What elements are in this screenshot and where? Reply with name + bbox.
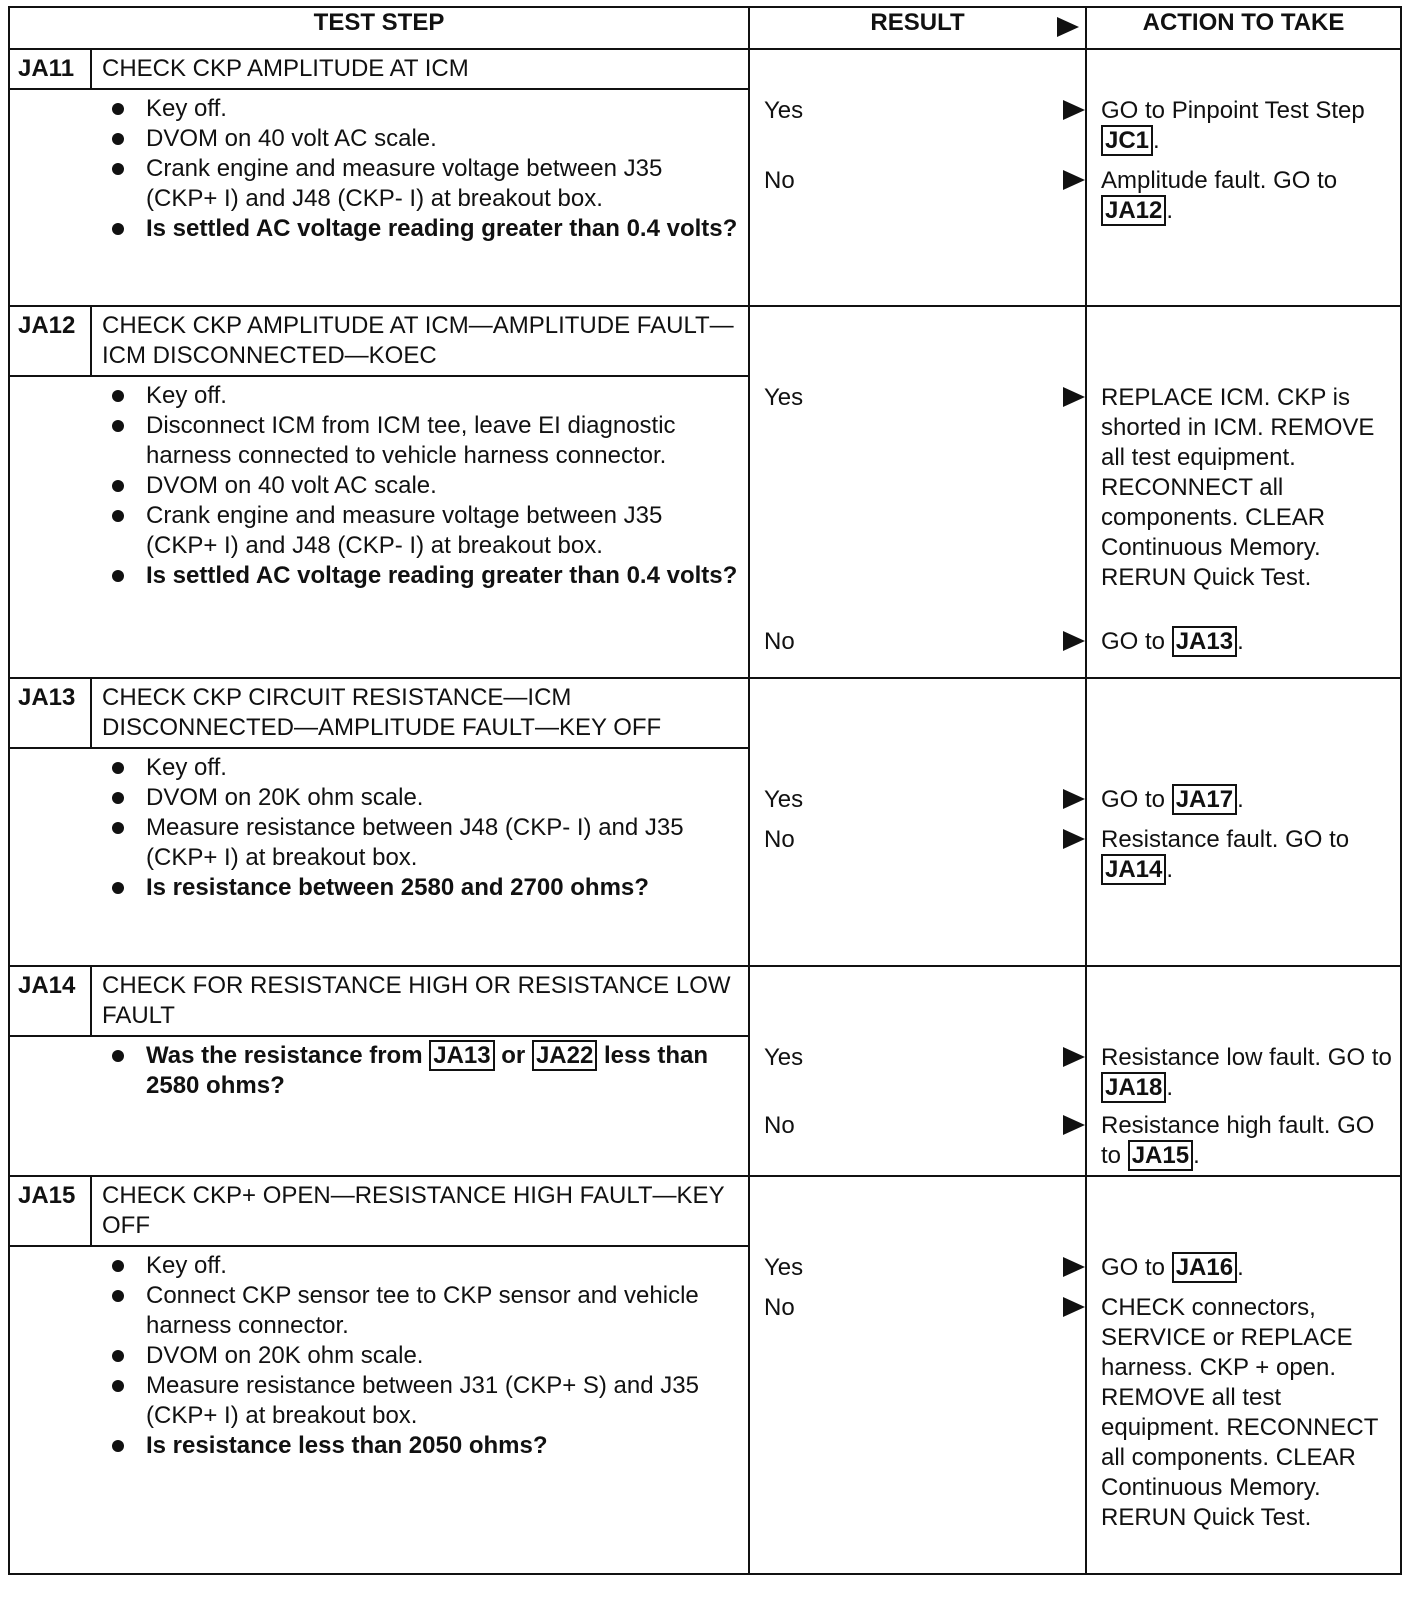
header-test-step: TEST STEP xyxy=(9,7,749,49)
arrow-right-icon xyxy=(1063,100,1085,120)
action-cell xyxy=(1086,1176,1401,1574)
step-bullet: Key off. xyxy=(108,94,738,124)
arrow-right-icon xyxy=(1063,829,1085,849)
result-label: No xyxy=(764,826,795,853)
step-bullet: DVOM on 40 volt AC scale. xyxy=(108,471,738,501)
result-label: Yes xyxy=(764,97,804,124)
action-cell xyxy=(1086,306,1401,678)
action-text: GO to JA13 . xyxy=(1101,628,1244,655)
result-no xyxy=(764,825,1085,855)
result-label: Yes xyxy=(764,786,804,813)
step-reference[interactable]: JA13 xyxy=(1172,626,1237,657)
step-body xyxy=(10,377,748,595)
step-id: JA12 xyxy=(10,307,92,375)
result-cell xyxy=(749,306,1086,678)
step-id: JA11 xyxy=(10,50,92,88)
step-row-ja13 xyxy=(9,678,1401,966)
step-reference[interactable]: JA16 xyxy=(1172,1252,1237,1283)
step-cell xyxy=(9,678,749,966)
action-text: Amplitude fault. GO to JA12 . xyxy=(1101,167,1338,224)
step-bullet: DVOM on 20K ohm scale. xyxy=(108,783,738,813)
step-head xyxy=(10,50,748,90)
step-body xyxy=(10,749,748,907)
arrow-right-icon xyxy=(1063,387,1085,407)
result-label: Yes xyxy=(764,1044,804,1071)
result-yes xyxy=(764,1043,1085,1073)
step-row-ja14 xyxy=(9,966,1401,1176)
action-cell xyxy=(1086,966,1401,1176)
action-text: REPLACE ICM. CKP is shorted in ICM. REMOVE all test equipment. RECONNECT all components. CLEAR Continuous Memory. RERUN Quick Test. xyxy=(1101,384,1375,591)
result-no xyxy=(764,1111,1085,1141)
result-label: No xyxy=(764,1112,795,1139)
step-question: Is settled AC voltage reading greater than 0.4 volts? xyxy=(108,214,738,244)
header-result xyxy=(749,7,1086,49)
step-id: JA13 xyxy=(10,679,92,747)
step-bullet: Measure resistance between J31 (CKP+ S) and J35 (CKP+ I) at breakout box. xyxy=(108,1371,738,1431)
step-cell xyxy=(9,306,749,678)
action-cell xyxy=(1086,678,1401,966)
step-head xyxy=(10,307,748,377)
action-text: CHECK connectors, SERVICE or REPLACE harness. CKP + open. REMOVE all test equipment. RECONNECT all components. CLEAR Continuous Memory. RERUN Quick Test. xyxy=(1101,1294,1378,1531)
step-cell xyxy=(9,966,749,1176)
step-bullet: Crank engine and measure voltage between J35 (CKP+ I) and J48 (CKP- I) at breakout box. xyxy=(108,154,738,214)
step-id: JA14 xyxy=(10,967,92,1035)
step-title: CHECK CKP+ OPEN—RESISTANCE HIGH FAULT—KEY OFF xyxy=(102,1182,725,1239)
arrow-right-icon xyxy=(1063,170,1085,190)
table-header-row xyxy=(9,7,1401,49)
step-title: CHECK FOR RESISTANCE HIGH OR RESISTANCE LOW FAULT xyxy=(102,972,731,1029)
step-reference[interactable]: JA13 xyxy=(429,1040,494,1071)
step-reference[interactable]: JA12 xyxy=(1101,195,1166,226)
result-yes xyxy=(764,785,1085,815)
action-text: Resistance fault. GO to JA14 . xyxy=(1101,826,1350,883)
arrow-right-icon xyxy=(1063,1297,1085,1317)
action-text: Resistance low fault. GO to JA18 . xyxy=(1101,1044,1392,1101)
action-text: GO to JA17 . xyxy=(1101,786,1244,813)
arrow-right-icon xyxy=(1057,17,1079,37)
result-label: No xyxy=(764,628,795,655)
result-no xyxy=(764,1293,1085,1323)
step-bullet: Disconnect ICM from ICM tee, leave EI diagnostic harness connected to vehicle harness connector. xyxy=(108,411,738,471)
step-bullet: DVOM on 20K ohm scale. xyxy=(108,1341,738,1371)
step-row-ja15 xyxy=(9,1176,1401,1574)
result-cell xyxy=(749,678,1086,966)
action-text: Resistance high fault. GO to JA15 . xyxy=(1101,1112,1375,1169)
result-cell xyxy=(749,966,1086,1176)
result-label: Yes xyxy=(764,384,804,411)
result-yes xyxy=(764,96,1085,126)
diagnostic-test-table xyxy=(8,6,1402,1575)
step-id: JA15 xyxy=(10,1177,92,1245)
step-title: CHECK CKP AMPLITUDE AT ICM—AMPLITUDE FAULT—ICM DISCONNECTED—KOEC xyxy=(102,312,734,369)
result-cell xyxy=(749,1176,1086,1574)
step-reference[interactable]: JC1 xyxy=(1101,125,1153,156)
step-reference[interactable]: JA17 xyxy=(1172,784,1237,815)
header-action: ACTION TO TAKE xyxy=(1086,7,1401,49)
step-question: Was the resistance from JA13 or JA22 less than 2580 ohms? xyxy=(108,1041,738,1101)
step-bullet: Connect CKP sensor tee to CKP sensor and vehicle harness connector. xyxy=(108,1281,738,1341)
step-head xyxy=(10,1177,748,1247)
action-cell xyxy=(1086,49,1401,306)
step-question: Is settled AC voltage reading greater than 0.4 volts? xyxy=(108,561,738,591)
result-no xyxy=(764,166,1085,196)
step-reference[interactable]: JA22 xyxy=(532,1040,597,1071)
step-row-ja12 xyxy=(9,306,1401,678)
step-head xyxy=(10,967,748,1037)
step-cell xyxy=(9,1176,749,1574)
result-label: No xyxy=(764,167,795,194)
result-yes xyxy=(764,383,1085,413)
step-bullet: Measure resistance between J48 (CKP- I) and J35 (CKP+ I) at breakout box. xyxy=(108,813,738,873)
step-title: CHECK CKP CIRCUIT RESISTANCE—ICM DISCONNECTED—AMPLITUDE FAULT—KEY OFF xyxy=(102,684,662,741)
step-bullet: Key off. xyxy=(108,1251,738,1281)
step-reference[interactable]: JA14 xyxy=(1101,854,1166,885)
arrow-right-icon xyxy=(1063,1115,1085,1135)
step-question: Is resistance less than 2050 ohms? xyxy=(108,1431,738,1461)
step-body xyxy=(10,1037,748,1105)
arrow-right-icon xyxy=(1063,1047,1085,1067)
arrow-right-icon xyxy=(1063,1257,1085,1277)
step-body xyxy=(10,1247,748,1465)
step-head xyxy=(10,679,748,749)
action-text: GO to JA16 . xyxy=(1101,1254,1244,1281)
step-question: Is resistance between 2580 and 2700 ohms? xyxy=(108,873,738,903)
step-bullet: Key off. xyxy=(108,381,738,411)
step-row-ja11 xyxy=(9,49,1401,306)
arrow-right-icon xyxy=(1063,789,1085,809)
result-cell xyxy=(749,49,1086,306)
header-result-label: RESULT xyxy=(870,9,965,36)
step-reference[interactable]: JA18 xyxy=(1101,1072,1166,1103)
result-no xyxy=(764,627,1085,657)
step-body xyxy=(10,90,748,248)
result-label: No xyxy=(764,1294,795,1321)
arrow-right-icon xyxy=(1063,631,1085,651)
action-text: GO to Pinpoint Test Step JC1 . xyxy=(1101,97,1365,154)
step-bullet: Crank engine and measure voltage between J35 (CKP+ I) and J48 (CKP- I) at breakout box. xyxy=(108,501,738,561)
step-bullet: DVOM on 40 volt AC scale. xyxy=(108,124,738,154)
step-cell xyxy=(9,49,749,306)
step-title: CHECK CKP AMPLITUDE AT ICM xyxy=(102,55,469,82)
step-bullet: Key off. xyxy=(108,753,738,783)
step-reference[interactable]: JA15 xyxy=(1128,1140,1193,1171)
result-yes xyxy=(764,1253,1085,1283)
result-label: Yes xyxy=(764,1254,804,1281)
